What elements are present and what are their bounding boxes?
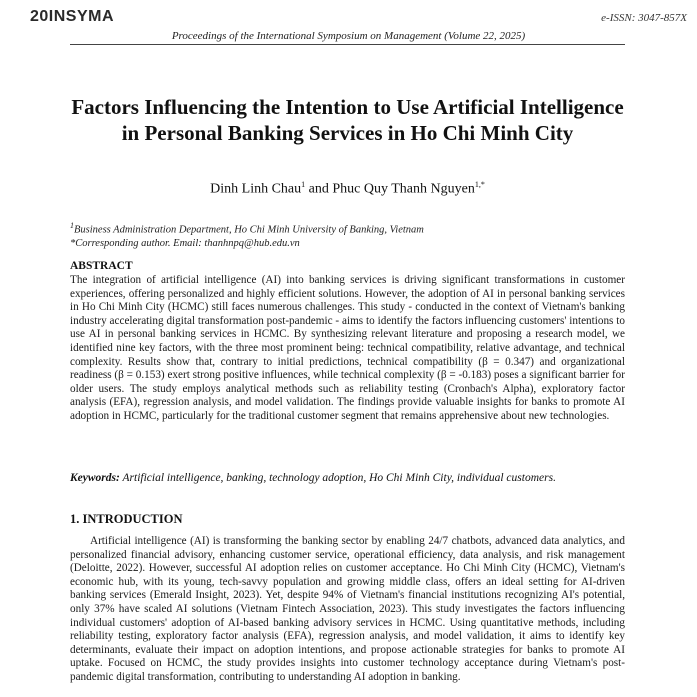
author-conjunction: and [305, 181, 333, 197]
introduction-text: Artificial intelligence (AI) is transforming the banking sector by enabling 24/7 chatbots, advanced data analytics, and personalized financial advisory, enhancing customer service, operational efficiency, data analysis, and risk management (Deloitte, 2022). However, successful AI adoption relies on customer acceptance. Ho Chi Minh City (HCMC), Vietnam's economic hub, with its young, tech-savvy population and growing middle class, offers an ideal setting for AI-driven banking services (Emerald Insight, 2023). Yet, despite 94% of Vietnam's financial institutions recognizing AI's potential, only 37% have scaled AI solutions (Vietnam Fintech Association, 2023). This study investigates the factors influencing individual customers' adoption of AI-based banking advisory services in HCMC. Using quantitative methods, including reliability testing, exploratory factor analysis (EFA), regression analysis, and model validation, it aims to identify key determinants, evaluate their impact on adoption intentions, and propose actionable strategies for banks to promote AI uptake. Focused on HCMC, the study provides insights into customer technology acceptance during Vietnam's post-pandemic digital transformation, contributing to understanding AI adoption in banking. [70, 535, 625, 683]
keywords-text: Artificial intelligence, banking, technology adoption, Ho Chi Minh City, individual customers. [119, 472, 556, 484]
issn-label: e-ISSN: 3047-857X [601, 12, 687, 24]
author-affiliation-mark: 1,* [474, 180, 485, 189]
section-heading-introduction: 1. INTRODUCTION [70, 512, 183, 526]
keywords [70, 471, 625, 485]
paper-title: Factors Influencing the Intention to Use Artificial Intelligence in Personal Banking Services in Ho Chi Minh City [71, 95, 624, 145]
author-affiliation-mark: 1 [301, 180, 306, 189]
affiliation-line [70, 219, 625, 237]
affiliations [70, 219, 625, 250]
corresponding-author: *Corresponding author. Email: thanhnpq@hub.edu.vn [70, 237, 300, 249]
abstract-text: The integration of artificial intelligence (AI) into banking services is driving significant transformations in customer experiences, offering personalized and highly efficient solutions. However, the adoption of AI in personal banking services in Ho Chi Minh City (HCMC) still faces numerous challenges. This study - conducted in the context of Vietnam's banking industry accelerating digital transformation post-pandemic - aims to identify the factors influencing customers' intentions to use AI in personal banking services in HCMC. By synthesizing relevant literature and proposing a research model, we identified nine key factors, with the three most prominent being: technical compatibility, relative advantage, and technical complexity. Results show that, contrary to initial predictions, technical compatibility (β = 0.347) and organizational readiness (β = 0.153) exert strong positive influences, while technical complexity (β = -0.183) poses a significant barrier for older users. The study employs analytical methods such as reliability testing (Cronbach's Alpha), exploratory factor analysis (EFA), regression analysis, and model validation. The findings provide valuable insights for banks to promote AI adoption in HCMC, particularly for the traditional customer segment that remains apprehensive about new technologies. [70, 274, 625, 422]
author-name: Dinh Linh Chau [210, 181, 302, 197]
abstract-heading: ABSTRACT [70, 260, 133, 272]
proceedings-line: Proceedings of the International Symposium on Management (Volume 22, 2025) [171, 30, 526, 42]
keywords-label: Keywords: [70, 472, 120, 484]
conference-logo: 20INSYMA [30, 8, 115, 25]
affiliation-text: Business Administration Department, Ho Chi Minh University of Banking, Vietnam [74, 224, 424, 236]
affiliation-mark: 1 [70, 221, 74, 230]
header-divider [70, 44, 625, 45]
author-list [70, 180, 625, 198]
author-name: Phuc Quy Thanh Nguyen [332, 181, 475, 197]
running-header [30, 8, 687, 30]
